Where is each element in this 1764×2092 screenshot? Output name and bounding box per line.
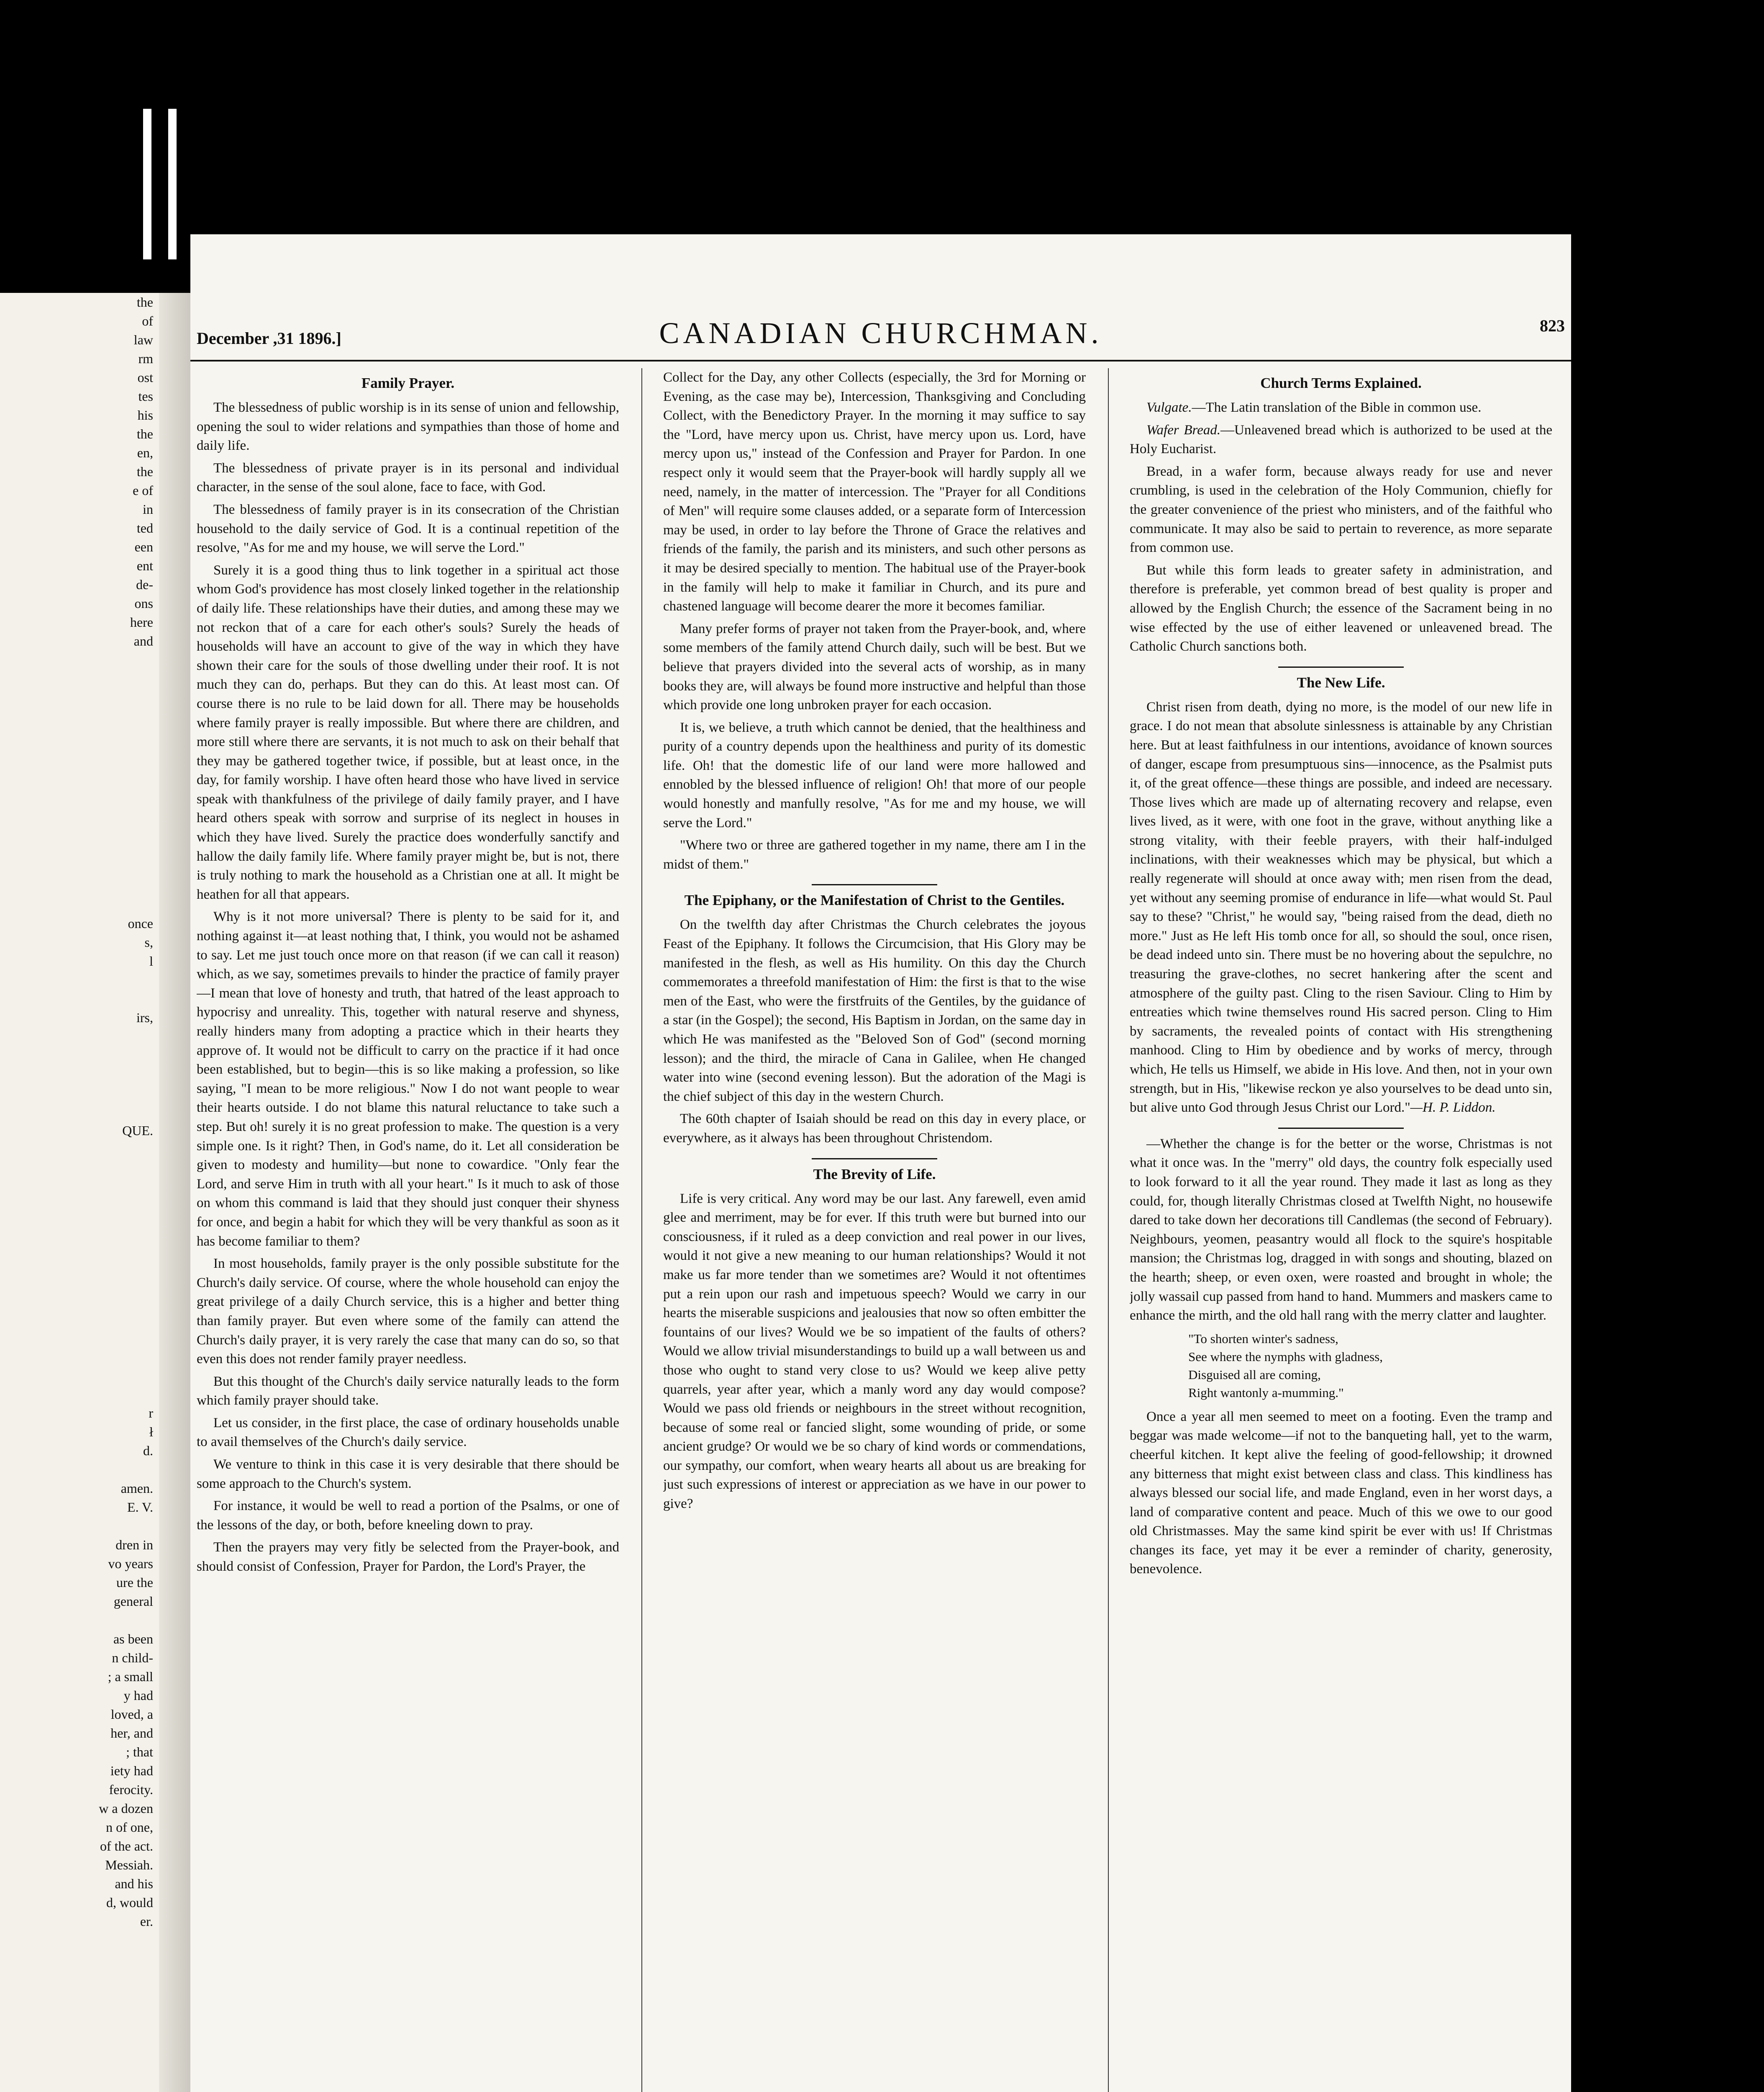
left-page-line: de- bbox=[136, 577, 153, 592]
left-page-line: ferocity. bbox=[109, 1782, 153, 1797]
left-page-line: ent bbox=[136, 558, 153, 573]
left-page-line bbox=[0, 1140, 159, 1159]
left-page-line bbox=[0, 688, 159, 707]
left-page-line bbox=[0, 1366, 159, 1385]
left-page-line: ure the bbox=[116, 1575, 153, 1590]
article-paragraph bbox=[1130, 398, 1552, 418]
left-page-line: as been bbox=[113, 1631, 153, 1646]
page-number: 823 bbox=[1540, 316, 1565, 335]
left-page-line: w a dozen bbox=[99, 1801, 153, 1816]
left-page-line: d. bbox=[143, 1443, 153, 1458]
article-paragraph bbox=[197, 1414, 619, 1452]
page-header bbox=[197, 316, 1565, 354]
column-divider bbox=[641, 368, 642, 2092]
left-page-line bbox=[0, 1178, 159, 1197]
paragraph-text: Surely it is a good thing thus to link together in a spiritual act those whom God's providence has most closely linked together in the relationship of daily life. These relationships have their duties, and among these may we not reckon that of a care for each other's souls? Surely the heads of households will have an account to give of the way in which they have shown their care for the souls of those dwelling under their roof. It is not much they can do, perhaps. But they can do this. At least most can. Of course there is no rule to be laid down for all. There may be households where family prayer is really impossible. But where there are children, and more still where there are servants, it is not much to ask on their behalf that they may be gathered together twice, if possible, but at least once, in the day, for family worship. I have often heard those who have lived in service speak with thankfulness of the privilege of daily family prayer, and I have heard others speak with sorrow and surprise of its neglect in houses in which they have lived. Surely the practice does wonderfully sanctify and hallow the daily family life. Where family prayer might be, but is not, there is truly nothing to mark the household as a Christian one at all. It might be heathen for all that appears. bbox=[197, 562, 619, 902]
column-2 bbox=[663, 368, 1086, 2092]
paragraph-text: Life is very critical. Any word may be our last. Any farewell, even amid glee and merriment, may be for ever. If this truth were but burned into our consciousness, if it ruled as a deep conviction and real power in our lives, would it not give a new meaning to our human relationships? Would it not make us far more tender than we sometimes are? Would it not oftentimes put a rein upon our rash and impetuous speech? Would we carry in our hearts the miserable suspicions and jealousies that now so often embitter the fountains of our lives? Would we be so impatient of the faults of others? Would we allow trivial misunderstandings to build up a wall between us and those who ought to stand very close to us? Would we keep alive petty quarrels, year after year, which a manly word any day would compose? Would we pass old friends or neighbours in the street without recognition, because of some real or fancied slight, some wounding of pride, or some ancient grudge? Or would we be so chary of kind words or commendations, our sympathy, our comfort, when weary hearts all about us are breaking for just such expressions of interest or appreciation as we have in our power to give? bbox=[663, 1191, 1086, 1512]
left-page-line bbox=[0, 1102, 159, 1121]
left-page-line bbox=[0, 1084, 159, 1102]
article-separator bbox=[812, 884, 937, 885]
left-page-line: and his bbox=[115, 1876, 153, 1891]
paragraph-text: It is, we believe, a truth which cannot be denied, that the healthiness and purity of a country depends upon the healthiness and purity of its domestic life. Oh! that the domestic life of our land were more hallowed and ennobled by the blessed influence of religion! Oh! that more of our people would honestly and manfully resolve, "As for me and my house, we will serve the Lord." bbox=[663, 720, 1086, 831]
left-page-line: Messiah. bbox=[105, 1857, 153, 1872]
article-heading: The Brevity of Life. bbox=[813, 1166, 936, 1182]
left-page-line bbox=[0, 726, 159, 745]
left-page-line bbox=[0, 669, 159, 688]
left-page-line bbox=[0, 1046, 159, 1065]
article-paragraph bbox=[663, 1190, 1086, 1514]
article-paragraph bbox=[663, 836, 1086, 874]
film-bar-top-left bbox=[143, 109, 151, 259]
left-page-line bbox=[0, 651, 159, 669]
left-page-line: ; that bbox=[126, 1744, 153, 1759]
article-paragraph bbox=[197, 561, 619, 905]
left-page-line bbox=[0, 764, 159, 782]
left-page-line bbox=[0, 858, 159, 877]
article-heading: The New Life. bbox=[1297, 674, 1385, 691]
glossary-term: Vulgate. bbox=[1146, 400, 1192, 415]
article-paragraph bbox=[197, 1455, 619, 1493]
article-attribution: —H. P. Liddon. bbox=[1410, 1100, 1496, 1115]
verse-line: Disguised all are coming, bbox=[1188, 1367, 1321, 1382]
verse-quote bbox=[1188, 1330, 1552, 1402]
left-page-line: tes bbox=[138, 389, 153, 404]
article-paragraph bbox=[1130, 698, 1552, 1118]
left-page-line: vo years bbox=[108, 1556, 153, 1571]
article-paragraph bbox=[1130, 421, 1552, 459]
article-paragraph bbox=[197, 1372, 619, 1410]
paragraph-text: But this thought of the Church's daily service naturally leads to the form which family prayer should take. bbox=[197, 1374, 619, 1408]
left-page-line bbox=[0, 839, 159, 858]
article-paragraph bbox=[663, 620, 1086, 715]
paragraph-text: —Unleavened bread which is authorized to be used at the Holy Eucharist. bbox=[1130, 422, 1552, 457]
left-page-line: irs, bbox=[136, 1010, 153, 1025]
paragraph-text: The blessedness of private prayer is in its personal and individual character, in the sense of the soul alone, face to face, with God. bbox=[197, 460, 619, 495]
page-gutter bbox=[159, 293, 190, 2092]
left-page-line: once bbox=[128, 916, 153, 931]
left-page-line: law bbox=[133, 332, 153, 347]
left-page-line: of the act. bbox=[100, 1838, 153, 1854]
left-page-line: e of bbox=[133, 483, 153, 498]
left-page-line: her, and bbox=[110, 1725, 153, 1741]
left-page-line bbox=[0, 745, 159, 764]
left-page-line bbox=[0, 1253, 159, 1272]
left-page-line: loved, a bbox=[110, 1707, 153, 1722]
paragraph-text: Then the prayers may very fitly be selected from the Prayer-book, and should consist of Confession, Prayer for Pardon, the Lord's Prayer, the bbox=[197, 1540, 619, 1574]
column-3 bbox=[1130, 368, 1552, 2092]
left-page-line bbox=[0, 877, 159, 895]
paragraph-text: Bread, in a wafer form, because always ready for use and never crumbling, is used in the celebration of the Holy Communion, chiefly for the greater convenience of the priest who ministers, and of the faithful who communicate. It may also be said to pertain to reverence, as more separate from common use. bbox=[1130, 464, 1552, 556]
masthead-title: CANADIAN CHURCHMAN. bbox=[659, 316, 1102, 350]
paragraph-text: The blessedness of family prayer is in its consecration of the Christian household to the daily service of God. It is a continual repetition of the resolve, "As for me and my house, we will serve the Lord." bbox=[197, 502, 619, 556]
article-paragraph bbox=[197, 500, 619, 558]
left-page-line bbox=[0, 782, 159, 801]
left-page-line: rm bbox=[138, 351, 153, 366]
left-page-line: ons bbox=[134, 596, 153, 611]
left-page-line: s, bbox=[144, 935, 153, 950]
left-page-line: en, bbox=[137, 445, 153, 460]
paragraph-text: Let us consider, in the first place, the case of ordinary households unable to avail themselves of the Church's daily service. bbox=[197, 1415, 619, 1450]
article-paragraph bbox=[1130, 1135, 1552, 1325]
article-paragraph bbox=[1130, 1407, 1552, 1579]
left-page-line bbox=[0, 1272, 159, 1291]
article-paragraph bbox=[663, 368, 1086, 616]
left-page-line: y had bbox=[123, 1688, 153, 1703]
article-paragraph bbox=[197, 398, 619, 456]
left-page-line bbox=[0, 1385, 159, 1404]
paragraph-text: —The Latin translation of the Bible in common use. bbox=[1192, 400, 1482, 415]
paragraph-text: On the twelfth day after Christmas the Church celebrates the joyous Feast of the Epiphany. It follows the Circumcision, that His Glory may be manifested in the flesh, as well as His humility. On this day the Church commemorates a threefold manifestation of Him: the first is that to the wise men of the East, who were the firstfruits of the Gentiles, by the guidance of a star (in the Gospel); the second, His Baptism in Jordan, on the same day in which He was manifested as the "Beloved Son of God" (second morning lesson); and the third, the miracle of Cana in Galilee, when He changed water into wine (second evening lesson). But the adoration of the Magi is the chief subject of this day in the western Church. bbox=[663, 917, 1086, 1104]
left-page-line: here bbox=[130, 615, 153, 630]
article-paragraph bbox=[663, 718, 1086, 833]
paragraph-text: Many prefer forms of prayer not taken from the Prayer-book, and, where some members of the family attend Church daily, such will be best. But we believe that prayers divided into the several acts of worship, as in many books they are, will always be found more instructive and helpful than those which provide one long unbroken prayer for each occasion. bbox=[663, 621, 1086, 713]
article-paragraph bbox=[197, 908, 619, 1251]
left-page-line bbox=[0, 801, 159, 820]
paragraph-text: The blessedness of public worship is in its sense of union and fellowship, opening the soul to wider relations and sympathies than those of home and daily life. bbox=[197, 400, 619, 454]
article-paragraph bbox=[197, 1497, 619, 1535]
left-page-line: QUE. bbox=[122, 1123, 153, 1138]
left-page-line: er. bbox=[140, 1914, 153, 1929]
paragraph-text: In most households, family prayer is the only possible substitute for the Church's daily service. Of course, where the whole household can enjoy the great privilege of a daily Church service, this is a higher and better thing than family prayer. But even where some of the family can attend the Church's daily prayer, it is very rarely the case that many can do so, so that even this does not render family prayer needless. bbox=[197, 1256, 619, 1367]
article-paragraph bbox=[197, 459, 619, 497]
left-page-line bbox=[0, 1328, 159, 1347]
paragraph-text: Once a year all men seemed to meet on a footing. Even the tramp and beggar was made welcome—if not to the banqueting hall, yet to the warm, cheerful kitchen. It kept alive the feeling of good-fellowship; it drowned any bitterness that might exist between class and class. This kindliness has always blessed our social life, and made England, even in her worst days, a land of comparative content and peace. Much of this we owe to our good old Christmasses. May the same kind spirit be ever with us! If Christmas changes its face, yet may it be ever a reminder of charity, generosity, benevolence. bbox=[1130, 1409, 1552, 1577]
left-page-line bbox=[0, 1460, 159, 1479]
column-divider bbox=[1108, 368, 1109, 2092]
left-page-line bbox=[0, 1517, 159, 1536]
left-page-line: of bbox=[142, 313, 153, 328]
article-paragraph bbox=[197, 1538, 619, 1576]
paragraph-text: The 60th chapter of Isaiah should be read on this day in every place, or everywhere, as it always has been throughout Christendom. bbox=[663, 1111, 1086, 1146]
left-page-line bbox=[0, 1611, 159, 1630]
left-page-line bbox=[0, 1197, 159, 1215]
left-page-line: ted bbox=[136, 520, 153, 536]
article-paragraph bbox=[197, 1254, 619, 1369]
left-page-line bbox=[0, 1159, 159, 1178]
newspaper-page bbox=[190, 234, 1571, 2092]
left-page-line: the bbox=[136, 295, 153, 310]
column-1 bbox=[197, 368, 619, 2092]
header-date: December ,31 1896.] bbox=[197, 329, 341, 348]
left-page-line bbox=[0, 990, 159, 1008]
left-page-line: ost bbox=[137, 370, 153, 385]
left-page-line: his bbox=[137, 408, 153, 423]
header-rule bbox=[190, 360, 1571, 361]
article-paragraph bbox=[1130, 462, 1552, 558]
article-heading: The Epiphany, or the Manifestation of Christ to the Gentiles. bbox=[684, 892, 1065, 909]
left-page-line bbox=[0, 1310, 159, 1328]
paragraph-text: Christ risen from death, dying no more, is the model of our new life in grace. I do not mean that absolute sinlessness is attainable by any Christian here. But at least faithfulness in our intentions, avoidance of known sources of danger, escape from presumptuous sins—innocence, as the Psalmist puts it, of the great offence—these things are possible, and indeed are necessary. Those lives which are made up of alternating recovery and relapse, even lives lived, as it were, with one foot in the grave, without anything like a strong vitality, with their feeble prayers, with their half-indulged inclinations, with their weaknesses which may be physical, but which a really regenerate will should at once away with; men risen from the dead, yet without any seeming promise of endurance in life—what would St. Paul say to these? "Christ," he would say, "being raised from the dead, dieth no more." Just as He left His tomb once for all, so should the soul, once risen, be dead indeed unto sin. There must be no hovering about the sepulchre, no treasuring the grave-clothes, no secret hankering after the scent and atmosphere of the guilty past. Cling to the risen Saviour. Cling to Him by entreaties which twine themselves round His sacred person. Cling to Him by sacraments, the revealed points of contact with His strengthening manhood. Cling to Him by obedience and by works of mercy, through which, He tells us Himself, we abide in His love. And then, not in your own strength, but in His, "likewise reckon ye also yourselves to be dead unto sin, but alive unto God through Jesus Christ our Lord." bbox=[1130, 699, 1552, 1115]
left-page-line: the bbox=[136, 464, 153, 479]
article-separator bbox=[1278, 1128, 1404, 1129]
paragraph-text: But while this form leads to greater safety in administration, and therefore is preferable, yet common bread of best quality is proper and allowed by the English Church; the essence of the Sacrament being in no wise effected by the use of either leavened or unleavened bread. The Catholic Church sanctions both. bbox=[1130, 562, 1552, 654]
verse-line: See where the nymphs with gladness, bbox=[1188, 1349, 1383, 1364]
left-page-line bbox=[0, 971, 159, 990]
left-page-fragment bbox=[0, 293, 159, 2092]
left-page-line bbox=[0, 895, 159, 914]
left-page-line: n child- bbox=[112, 1650, 153, 1665]
paragraph-text: —Whether the change is for the better or the worse, Christmas is not what it once was. In the "merry" old days, the country folk especially used to look forward to it all the year round. They made it last as long as they could, for, though literally Christmas closed at Twelfth Night, no housewife dared to take down her decorations till Candlemas (the second of February). Neighbours, yeomen, peasantry would all flock to the squire's hospitable mansion; the Christmas log, dragged in with songs and shouting, blazed on the hearth; sheep, or even oxen, were roasted and brought in whole; the jolly wassail cup passed from hand to hand. Mummers and maskers came to enhance the mirth, and the old hall rang with the merry clatter and laughter. bbox=[1130, 1136, 1552, 1323]
paragraph-text: We venture to think in this case it is very desirable that there should be some approach to the Church's system. bbox=[197, 1457, 619, 1491]
left-page-line bbox=[0, 1234, 159, 1253]
paragraph-text: Collect for the Day, any other Collects (especially, the 3rd for Morning or Evening, as the case may be), Intercession, Thanksgiving and Concluding Collect, with the Benedictory Prayer. In the morning it may suffice to say the "Lord, have mercy upon us. Christ, have mercy upon us. Lord, have mercy upon us," instead of the Confession and Prayer for Pardon. In one respect only it would seem that the Prayer-book will hardly supply all we need, namely, in the matter of intercession. The "Prayer for all Conditions of Men" will require some clauses added, or a separate form of Intercession may be used, in order to lay before the Throne of Grace the relatives and friends of the family, the parish and its ministers, and such other persons as it may be desired specially to mention. The habitual use of the Prayer-book in the family will help to make it familiar in Church, and its pure and chastened language will become dearer the more it becomes familiar. bbox=[663, 370, 1086, 614]
article-heading: Church Terms Explained. bbox=[1260, 375, 1422, 391]
left-page-line: E. V. bbox=[127, 1500, 153, 1515]
left-page-line: general bbox=[113, 1594, 153, 1609]
left-page-line: and bbox=[133, 633, 153, 649]
article-separator bbox=[1278, 667, 1404, 668]
left-page-line: dren in bbox=[115, 1537, 153, 1552]
article-paragraph bbox=[1130, 561, 1552, 656]
left-page-line bbox=[0, 1065, 159, 1084]
left-page-line bbox=[0, 1215, 159, 1234]
left-page-line: in bbox=[143, 502, 153, 517]
article-separator bbox=[812, 1158, 937, 1159]
left-page-line: d, would bbox=[106, 1895, 153, 1910]
left-page-line bbox=[0, 1027, 159, 1046]
left-page-line bbox=[0, 820, 159, 839]
left-page-line bbox=[0, 1291, 159, 1310]
left-page-line: ł bbox=[149, 1424, 153, 1439]
left-page-line: r bbox=[149, 1405, 153, 1420]
paragraph-text: For instance, it would be well to read a portion of the Psalms, or one of the lessons of the day, or both, before kneeling down to pray. bbox=[197, 1498, 619, 1533]
left-page-line bbox=[0, 707, 159, 726]
verse-line: Right wantonly a-mumming." bbox=[1188, 1385, 1344, 1400]
article-heading: Family Prayer. bbox=[361, 375, 455, 391]
left-page-line: een bbox=[134, 539, 153, 554]
paragraph-text: "Where two or three are gathered together in my name, there am I in the midst of them." bbox=[663, 838, 1086, 872]
paragraph-text: Why is it not more universal? There is plenty to be said for it, and nothing against it—at least nothing that, I think, you would not be ashamed to say. Let me just touch once more on that reason (if we can call it reason) which, as we say, sometimes prevails to hinder the practice of family prayer—I mean that love of honesty and truth, that hatred of the least approach to hypocrisy and unreality. This, together with natural reserve and shyness, really hinders many from adopting a practice which in their hearts they approve of. It would not be difficult to carry on the practice if it had once been established, but to begin—this is so like making a profession, so like saying, "I mean to be more religious." Now I do not want people to wear their hearts outside. I do not blame this natural reluctance to take such a step. But oh! surely it is no great profession to make. The question is a very simple one. Is it right? Then, in God's name, do it. Let all consideration be given to modesty and humility—but none to cowardice. "Only fear the Lord, and serve Him in truth with all your heart." Is it much to ask of those on whom this command is laid that they should just conquer their shyness for once, and begin a habit for which they will be very thankful as soon as it has become familiar to them? bbox=[197, 909, 619, 1249]
left-page-line: the bbox=[136, 426, 153, 441]
verse-line: "To shorten winter's sadness, bbox=[1188, 1331, 1338, 1346]
glossary-term: Wafer Bread. bbox=[1146, 422, 1221, 438]
article-paragraph bbox=[663, 1110, 1086, 1148]
film-bar-top-right bbox=[168, 109, 177, 259]
left-page-line bbox=[0, 1347, 159, 1366]
left-page-line: ; a small bbox=[108, 1669, 153, 1684]
left-page-line: iety had bbox=[110, 1763, 153, 1778]
left-page-line: amen. bbox=[121, 1481, 153, 1496]
left-page-line: n of one, bbox=[106, 1820, 153, 1835]
left-page-line: l bbox=[149, 954, 153, 969]
article-paragraph bbox=[663, 915, 1086, 1106]
